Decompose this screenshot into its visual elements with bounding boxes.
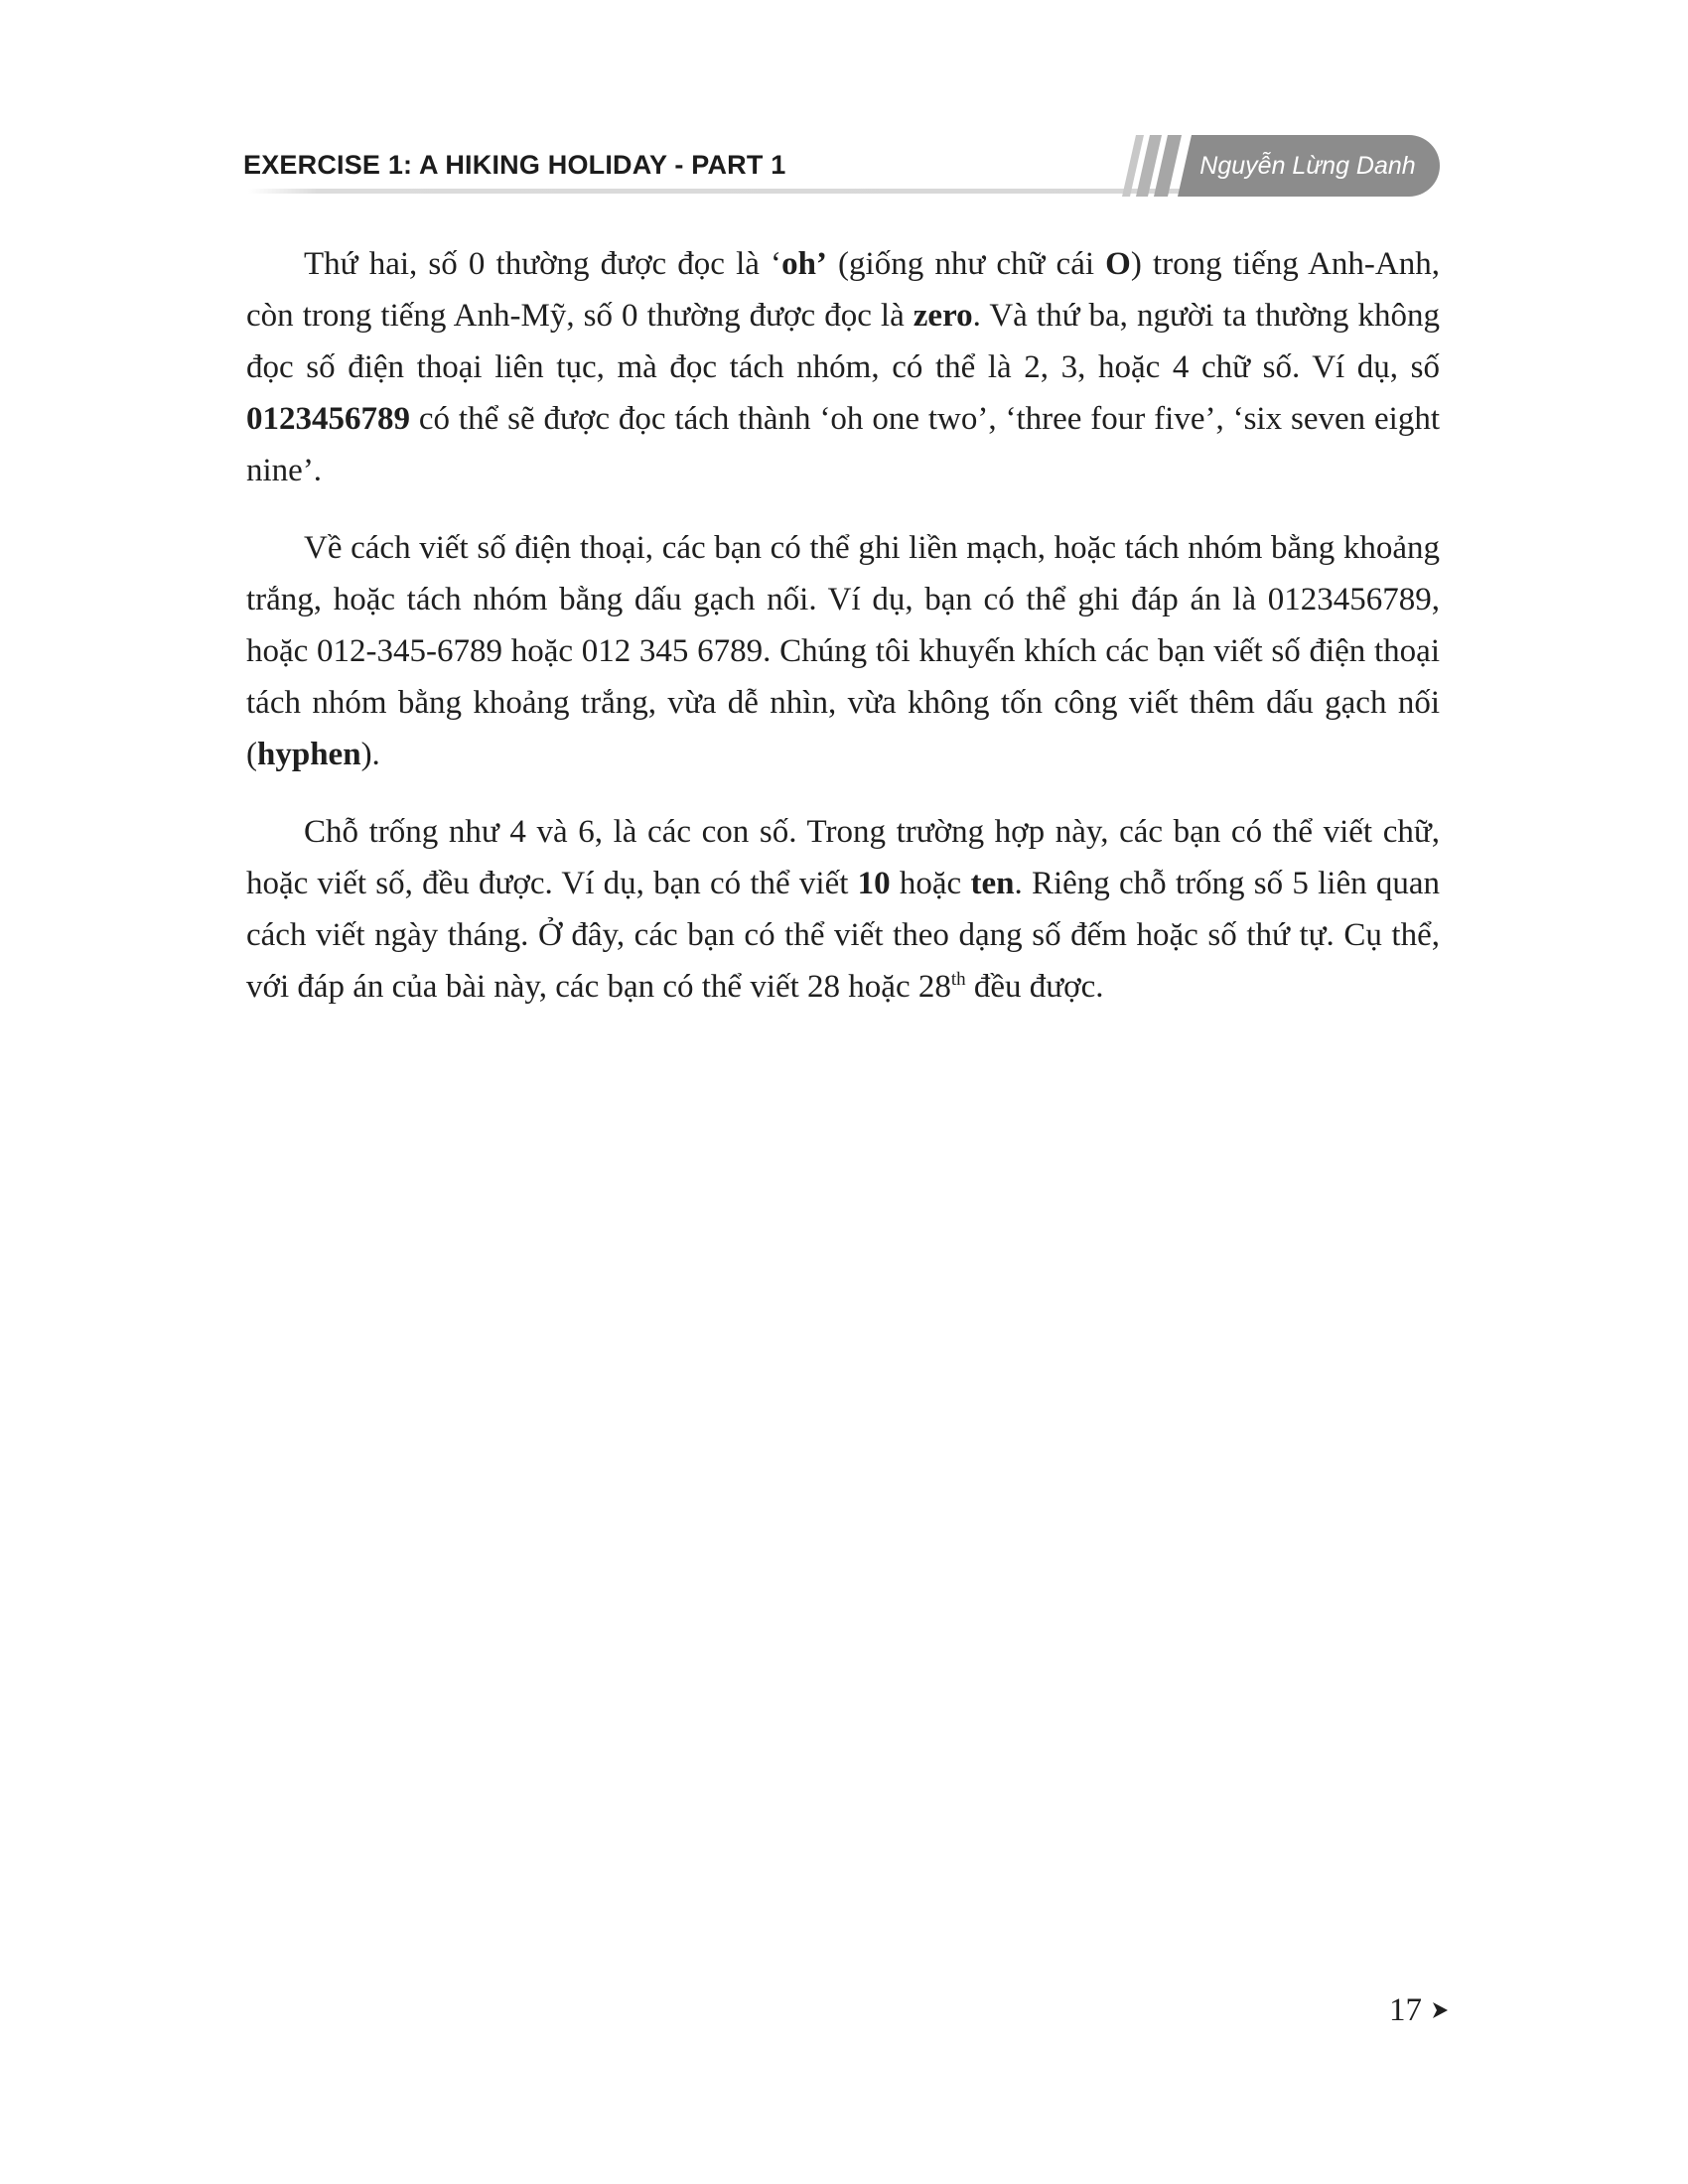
page-footer [1350,1985,1450,2035]
paragraph [246,522,1440,780]
text-run: ). [360,737,380,772]
bold-text: ten [970,866,1015,901]
page-header [0,0,1688,199]
bold-text: hyphen [257,737,361,772]
text-run: Thứ hai, số 0 thường được đọc là ‘ [304,246,782,282]
bold-text: 10 [857,866,891,901]
bold-text: zero [913,298,973,334]
text-run: Chỗ trống như 4 và 6, là các con số. Trong trường hợp này, các bạn có thể viết chữ, hoặc viết số, đều được. Ví dụ, bạn có thể viết [246,814,1440,901]
bold-text: oh’ [781,246,827,282]
superscript-text: th [950,969,966,990]
author-name: Nguyễn Lừng Danh [1199,152,1416,180]
arrow-right-icon [1430,2000,1450,2020]
page-title: EXERCISE 1: A HIKING HOLIDAY - PART 1 [243,150,786,180]
page-content [246,238,1440,1038]
paragraph [246,238,1440,496]
bold-text: O [1105,246,1131,282]
bold-text: 0123456789 [246,401,410,437]
text-run: ) trong tiếng Anh-Anh, còn trong tiếng Anh-Mỹ, số 0 thường được đọc là [246,246,1440,334]
text-run: đều được. [965,969,1104,1005]
text-run: . Riêng chỗ trống số 5 liên quan cách viết ngày tháng. Ở đây, các bạn có thể viết theo dạng số đếm hoặc số thứ tự. Cụ thể, với đáp án của bài này, các bạn có thể viết 28 hoặc 28 [246,866,1441,1005]
text-run: hoặc [890,866,971,901]
text-run: có thể sẽ được đọc tách thành ‘oh one two’, ‘three four five’, ‘six seven eight nine’. [246,401,1440,488]
author-tab [1122,135,1440,197]
text-run: Về cách viết số điện thoại, các bạn có thể ghi liền mạch, hoặc tách nhóm bằng khoảng trắng, hoặc tách nhóm bằng dấu gạch nối. Ví dụ, bạn có thể ghi đáp án là 0123456789, hoặc 012-345-6789 hoặc 012 345 6789. Chúng tôi khuyến khích các bạn viết số điện thoại tách nhóm bằng khoảng trắng, vừa dễ nhìn, vừa không tốn công viết thêm dấu gạch nối ( [246,530,1440,772]
text-run: . Và thứ ba, người ta thường không đọc số điện thoại liên tục, mà đọc tách nhóm, có thể là 2, 3, hoặc 4 chữ số. Ví dụ, số [246,298,1440,385]
page-number: 17 [1389,1992,1422,2028]
text-run: (giống như chữ cái [826,246,1106,282]
paragraph [246,806,1440,1013]
